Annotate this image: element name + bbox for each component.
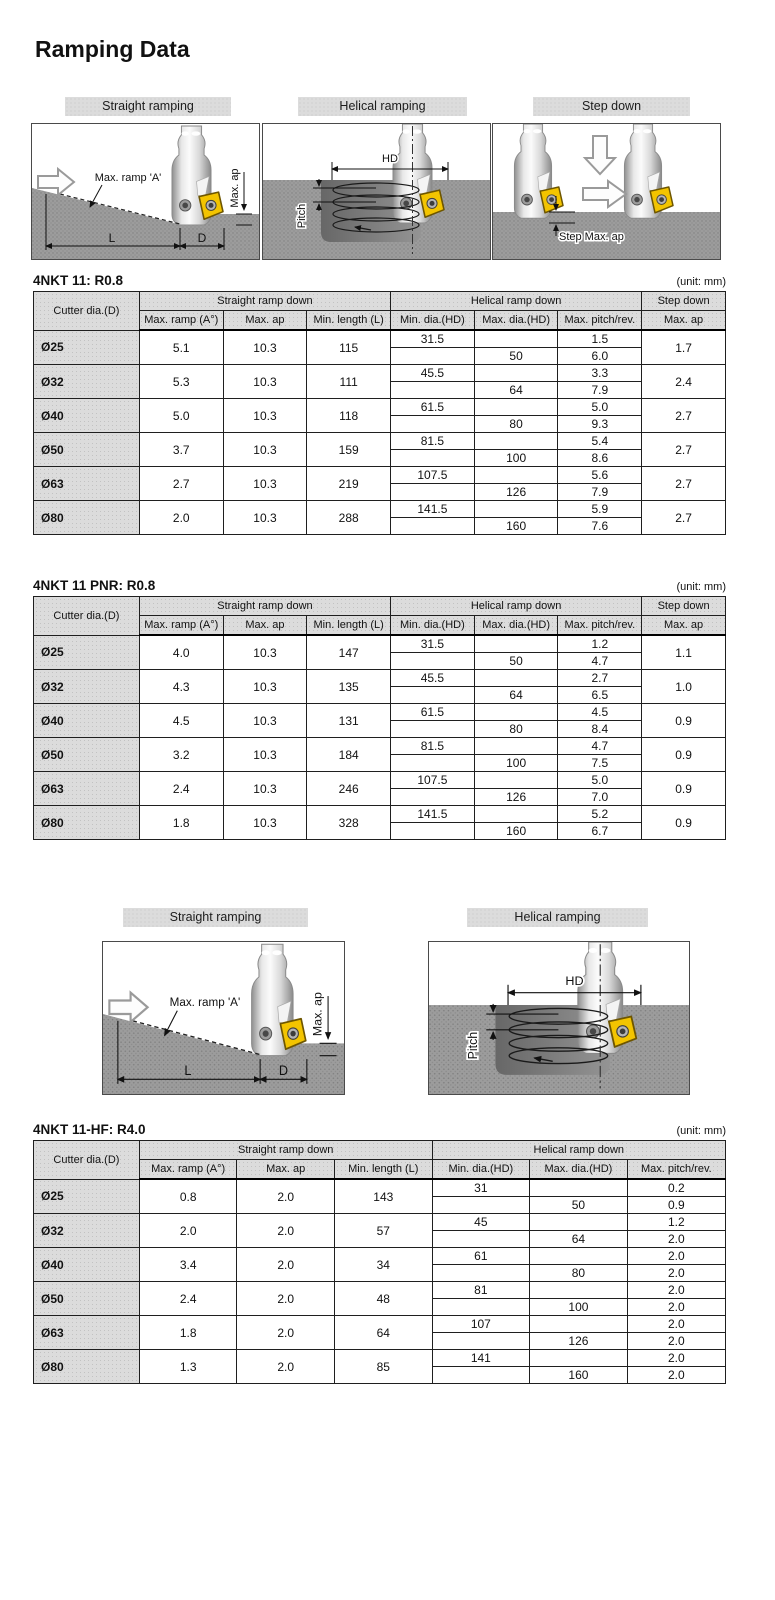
label-helical-ramping: Helical ramping bbox=[467, 908, 648, 927]
pitch-at-min-dia-value: 1.2 bbox=[558, 635, 642, 653]
header-step-max-ap: Max. ap bbox=[642, 616, 726, 636]
annotation-max-ap: Max. ap bbox=[311, 992, 325, 1037]
cutter-dia-cell: Ø63 bbox=[34, 772, 140, 806]
empty-cell bbox=[474, 772, 558, 789]
max-ap-value: 2.0 bbox=[237, 1179, 335, 1214]
max-ramp-value: 4.0 bbox=[139, 635, 223, 670]
endmill-tool-icon bbox=[252, 944, 306, 1055]
max-dia-value: 100 bbox=[474, 450, 558, 467]
pitch-at-max-dia-value: 2.0 bbox=[627, 1231, 725, 1248]
max-dia-value: 160 bbox=[474, 823, 558, 840]
max-dia-value: 50 bbox=[474, 348, 558, 365]
empty-cell bbox=[530, 1350, 628, 1367]
header-step-max-ap: Max. ap bbox=[642, 311, 726, 331]
empty-cell bbox=[391, 484, 475, 501]
max-ramp-value: 3.2 bbox=[139, 738, 223, 772]
header-step-down: Step down bbox=[642, 597, 726, 616]
step-max-ap-value: 2.7 bbox=[642, 399, 726, 433]
step-max-ap-value: 0.9 bbox=[642, 806, 726, 840]
empty-cell bbox=[474, 806, 558, 823]
cutter-dia-cell: Ø50 bbox=[34, 433, 140, 467]
min-dia-value: 141.5 bbox=[391, 501, 475, 518]
max-dia-value: 80 bbox=[530, 1265, 628, 1282]
pitch-at-min-dia-value: 5.0 bbox=[558, 399, 642, 416]
annotation-step-max-ap: Step Max. ap bbox=[559, 231, 624, 243]
table-row bbox=[34, 365, 726, 382]
empty-cell bbox=[530, 1316, 628, 1333]
step-max-ap-value: 0.9 bbox=[642, 738, 726, 772]
endmill-tool-icon bbox=[172, 126, 223, 225]
cutter-dia-cell: Ø25 bbox=[34, 1179, 140, 1214]
empty-cell bbox=[391, 416, 475, 433]
step-max-ap-value: 2.7 bbox=[642, 501, 726, 535]
header-max-ramp: Max. ramp (A°) bbox=[139, 616, 223, 636]
max-ramp-value: 5.0 bbox=[139, 399, 223, 433]
empty-cell bbox=[391, 755, 475, 772]
pitch-at-min-dia-value: 0.2 bbox=[627, 1179, 725, 1197]
annotation-pitch: Pitch bbox=[296, 203, 308, 229]
table-row bbox=[34, 501, 726, 518]
header-min-dia: Min. dia.(HD) bbox=[391, 616, 475, 636]
empty-cell bbox=[432, 1265, 530, 1282]
pitch-at-max-dia-value: 8.6 bbox=[558, 450, 642, 467]
table-row bbox=[34, 1214, 726, 1231]
empty-cell bbox=[474, 704, 558, 721]
max-ramp-value: 4.3 bbox=[139, 670, 223, 704]
min-dia-value: 81.5 bbox=[391, 738, 475, 755]
max-ramp-value: 1.8 bbox=[139, 1316, 237, 1350]
min-dia-value: 45.5 bbox=[391, 365, 475, 382]
ramping-table-4nkt11 bbox=[33, 291, 726, 535]
pitch-at-max-dia-value: 7.9 bbox=[558, 382, 642, 399]
cutter-dia-cell: Ø32 bbox=[34, 365, 140, 399]
pitch-at-max-dia-value: 8.4 bbox=[558, 721, 642, 738]
pitch-at-max-dia-value: 4.7 bbox=[558, 653, 642, 670]
unit-label: (unit: mm) bbox=[676, 1125, 726, 1137]
empty-cell bbox=[530, 1179, 628, 1197]
empty-cell bbox=[391, 789, 475, 806]
table-row bbox=[34, 635, 726, 653]
empty-cell bbox=[474, 738, 558, 755]
max-dia-value: 160 bbox=[474, 518, 558, 535]
annotation-max-ramp: Max. ramp 'A' bbox=[94, 172, 162, 184]
header-max-ramp: Max. ramp (A°) bbox=[139, 311, 223, 331]
min-length-value: 131 bbox=[307, 704, 391, 738]
max-ap-value: 10.3 bbox=[223, 330, 307, 365]
max-ramp-value: 3.4 bbox=[139, 1248, 237, 1282]
header-max-ap: Max. ap bbox=[223, 311, 307, 331]
table-title: 4NKT 11-HF: R4.0 bbox=[33, 1122, 146, 1137]
empty-cell bbox=[432, 1299, 530, 1316]
pitch-at-max-dia-value: 6.5 bbox=[558, 687, 642, 704]
max-ap-value: 10.3 bbox=[223, 433, 307, 467]
empty-cell bbox=[391, 721, 475, 738]
table-title: 4NKT 11: R0.8 bbox=[33, 273, 124, 288]
header-cutter-dia: Cutter dia.(D) bbox=[34, 1141, 140, 1180]
annotation-length: L bbox=[184, 1062, 192, 1078]
pitch-at-min-dia-value: 5.2 bbox=[558, 806, 642, 823]
max-ramp-value: 0.8 bbox=[139, 1179, 237, 1214]
header-max-dia: Max. dia.(HD) bbox=[474, 311, 558, 331]
ramping-table-4nkt11hf bbox=[33, 1140, 726, 1384]
cutter-dia-cell: Ø50 bbox=[34, 1282, 140, 1316]
pitch-at-min-dia-value: 2.0 bbox=[627, 1248, 725, 1265]
pitch-at-min-dia-value: 1.5 bbox=[558, 330, 642, 348]
header-max-pitch: Max. pitch/rev. bbox=[627, 1160, 725, 1180]
table-row bbox=[34, 772, 726, 789]
table-row bbox=[34, 433, 726, 450]
max-ap-value: 10.3 bbox=[223, 670, 307, 704]
min-dia-value: 81.5 bbox=[391, 433, 475, 450]
empty-cell bbox=[474, 635, 558, 653]
header-straight-ramp-down: Straight ramp down bbox=[139, 597, 390, 616]
min-dia-value: 141 bbox=[432, 1350, 530, 1367]
header-max-ap: Max. ap bbox=[237, 1160, 335, 1180]
max-ramp-value: 2.0 bbox=[139, 501, 223, 535]
max-ramp-value: 3.7 bbox=[139, 433, 223, 467]
annotation-pitch: Pitch bbox=[466, 1031, 481, 1060]
max-ramp-value: 5.1 bbox=[139, 330, 223, 365]
cutter-dia-cell: Ø80 bbox=[34, 501, 140, 535]
cutter-dia-cell: Ø63 bbox=[34, 1316, 140, 1350]
max-dia-value: 64 bbox=[474, 382, 558, 399]
table-title: 4NKT 11 PNR: R0.8 bbox=[33, 578, 156, 593]
min-length-value: 135 bbox=[307, 670, 391, 704]
table-row bbox=[34, 1316, 726, 1333]
diagram-helical-ramping bbox=[262, 123, 491, 260]
table-row bbox=[34, 806, 726, 823]
annotation-max-ap: Max. ap bbox=[229, 168, 241, 208]
min-length-value: 246 bbox=[307, 772, 391, 806]
min-length-value: 115 bbox=[307, 330, 391, 365]
table-row bbox=[34, 738, 726, 755]
cutter-dia-cell: Ø32 bbox=[34, 670, 140, 704]
header-helical-ramp-down: Helical ramp down bbox=[391, 597, 642, 616]
min-length-value: 48 bbox=[335, 1282, 433, 1316]
header-max-ramp: Max. ramp (A°) bbox=[139, 1160, 237, 1180]
header-step-down: Step down bbox=[642, 292, 726, 311]
max-dia-value: 126 bbox=[474, 484, 558, 501]
annotation-max-ramp: Max. ramp 'A' bbox=[169, 994, 241, 1010]
empty-cell bbox=[474, 433, 558, 450]
header-max-dia: Max. dia.(HD) bbox=[474, 616, 558, 636]
header-straight-ramp-down: Straight ramp down bbox=[139, 292, 390, 311]
endmill-tool-icon bbox=[624, 124, 673, 218]
ramp-leader-line bbox=[165, 1011, 178, 1036]
min-length-value: 111 bbox=[307, 365, 391, 399]
cutter-dia-cell: Ø40 bbox=[34, 704, 140, 738]
label-helical-ramping: Helical ramping bbox=[298, 97, 467, 116]
pitch-at-max-dia-value: 6.0 bbox=[558, 348, 642, 365]
min-length-value: 85 bbox=[335, 1350, 433, 1384]
min-dia-value: 81 bbox=[432, 1282, 530, 1299]
min-length-value: 143 bbox=[335, 1179, 433, 1214]
max-ramp-value: 1.3 bbox=[139, 1350, 237, 1384]
pitch-at-min-dia-value: 2.0 bbox=[627, 1316, 725, 1333]
header-min-length: Min. length (L) bbox=[335, 1160, 433, 1180]
max-dia-value: 100 bbox=[530, 1299, 628, 1316]
pitch-at-min-dia-value: 5.9 bbox=[558, 501, 642, 518]
min-dia-value: 45 bbox=[432, 1214, 530, 1231]
max-ramp-value: 2.0 bbox=[139, 1214, 237, 1248]
table-row bbox=[34, 1350, 726, 1367]
pitch-at-max-dia-value: 2.0 bbox=[627, 1367, 725, 1384]
label-straight-ramping: Straight ramping bbox=[65, 97, 231, 116]
pitch-at-max-dia-value: 2.0 bbox=[627, 1265, 725, 1282]
cutter-dia-cell: Ø25 bbox=[34, 635, 140, 670]
pitch-at-max-dia-value: 9.3 bbox=[558, 416, 642, 433]
max-ap-value: 10.3 bbox=[223, 704, 307, 738]
empty-cell bbox=[530, 1214, 628, 1231]
right-arrow-icon bbox=[583, 181, 626, 207]
pitch-at-min-dia-value: 5.6 bbox=[558, 467, 642, 484]
step-max-ap-value: 1.0 bbox=[642, 670, 726, 704]
min-dia-value: 45.5 bbox=[391, 670, 475, 687]
max-ap-value: 10.3 bbox=[223, 635, 307, 670]
pitch-at-max-dia-value: 2.0 bbox=[627, 1333, 725, 1350]
empty-cell bbox=[432, 1231, 530, 1248]
min-dia-value: 141.5 bbox=[391, 806, 475, 823]
empty-cell bbox=[474, 365, 558, 382]
max-ap-value: 10.3 bbox=[223, 365, 307, 399]
cutter-dia-cell: Ø40 bbox=[34, 399, 140, 433]
step-max-ap-value: 2.7 bbox=[642, 467, 726, 501]
max-ramp-value: 2.4 bbox=[139, 1282, 237, 1316]
max-ap-value: 10.3 bbox=[223, 806, 307, 840]
min-dia-value: 61 bbox=[432, 1248, 530, 1265]
header-max-dia: Max. dia.(HD) bbox=[530, 1160, 628, 1180]
empty-cell bbox=[474, 330, 558, 348]
table-row bbox=[34, 330, 726, 348]
empty-cell bbox=[432, 1197, 530, 1214]
annotation-diameter: D bbox=[278, 1062, 289, 1078]
table-row bbox=[34, 1179, 726, 1197]
max-ap-value: 2.0 bbox=[237, 1248, 335, 1282]
pitch-at-min-dia-value: 2.0 bbox=[627, 1282, 725, 1299]
cutter-dia-cell: Ø32 bbox=[34, 1214, 140, 1248]
table-row bbox=[34, 399, 726, 416]
min-dia-value: 107 bbox=[432, 1316, 530, 1333]
empty-cell bbox=[391, 348, 475, 365]
empty-cell bbox=[391, 518, 475, 535]
table-row bbox=[34, 670, 726, 687]
empty-cell bbox=[391, 653, 475, 670]
diagram-straight-ramping bbox=[102, 941, 345, 1095]
step-max-ap-value: 0.9 bbox=[642, 704, 726, 738]
cutter-dia-cell: Ø80 bbox=[34, 1350, 140, 1384]
annotation-length: L bbox=[108, 231, 116, 245]
min-length-value: 57 bbox=[335, 1214, 433, 1248]
max-ap-value: 2.0 bbox=[237, 1350, 335, 1384]
empty-cell bbox=[530, 1248, 628, 1265]
header-min-length: Min. length (L) bbox=[307, 616, 391, 636]
max-ap-value: 10.3 bbox=[223, 772, 307, 806]
workpiece bbox=[32, 188, 259, 259]
header-helical-ramp-down: Helical ramp down bbox=[391, 292, 642, 311]
max-dia-value: 126 bbox=[474, 789, 558, 806]
step-max-ap-value: 0.9 bbox=[642, 772, 726, 806]
max-ap-value: 10.3 bbox=[223, 399, 307, 433]
max-ramp-value: 4.5 bbox=[139, 704, 223, 738]
pitch-at-max-dia-value: 2.0 bbox=[627, 1299, 725, 1316]
table-block-4nkt11 bbox=[33, 272, 726, 535]
max-ap-value: 2.0 bbox=[237, 1316, 335, 1350]
page-title: Ramping Data bbox=[35, 36, 190, 62]
min-dia-value: 107.5 bbox=[391, 467, 475, 484]
unit-label: (unit: mm) bbox=[676, 581, 726, 593]
min-dia-value: 31.5 bbox=[391, 635, 475, 653]
empty-cell bbox=[432, 1367, 530, 1384]
pitch-at-max-dia-value: 7.0 bbox=[558, 789, 642, 806]
label-straight-ramping: Straight ramping bbox=[123, 908, 308, 927]
max-dia-value: 160 bbox=[530, 1367, 628, 1384]
max-dia-value: 100 bbox=[474, 755, 558, 772]
workpiece bbox=[103, 1014, 344, 1094]
empty-cell bbox=[432, 1333, 530, 1350]
table-block-4nkt11pnr bbox=[33, 577, 726, 840]
pitch-at-max-dia-value: 7.6 bbox=[558, 518, 642, 535]
min-length-value: 288 bbox=[307, 501, 391, 535]
empty-cell bbox=[391, 687, 475, 704]
header-max-pitch: Max. pitch/rev. bbox=[558, 311, 642, 331]
header-max-pitch: Max. pitch/rev. bbox=[558, 616, 642, 636]
max-dia-value: 80 bbox=[474, 721, 558, 738]
ramp-leader-line bbox=[90, 185, 102, 207]
cutter-dia-cell: Ø63 bbox=[34, 467, 140, 501]
pitch-at-min-dia-value: 4.7 bbox=[558, 738, 642, 755]
min-length-value: 184 bbox=[307, 738, 391, 772]
step-max-ap-value: 1.1 bbox=[642, 635, 726, 670]
annotation-hd: HD bbox=[565, 973, 584, 988]
min-dia-value: 31.5 bbox=[391, 330, 475, 348]
max-ramp-value: 1.8 bbox=[139, 806, 223, 840]
table-row bbox=[34, 467, 726, 484]
table-block-4nkt11hf bbox=[33, 1121, 726, 1384]
pitch-at-min-dia-value: 2.7 bbox=[558, 670, 642, 687]
pitch-at-min-dia-value: 4.5 bbox=[558, 704, 642, 721]
min-length-value: 219 bbox=[307, 467, 391, 501]
pitch-at-min-dia-value: 5.0 bbox=[558, 772, 642, 789]
pitch-at-max-dia-value: 7.5 bbox=[558, 755, 642, 772]
min-dia-value: 61.5 bbox=[391, 399, 475, 416]
max-ap-value: 2.0 bbox=[237, 1282, 335, 1316]
pitch-at-min-dia-value: 3.3 bbox=[558, 365, 642, 382]
max-dia-value: 50 bbox=[530, 1197, 628, 1214]
max-dia-value: 80 bbox=[474, 416, 558, 433]
empty-cell bbox=[474, 501, 558, 518]
diagram-straight-ramping bbox=[31, 123, 260, 260]
min-length-value: 64 bbox=[335, 1316, 433, 1350]
header-cutter-dia: Cutter dia.(D) bbox=[34, 292, 140, 331]
pitch-at-max-dia-value: 6.7 bbox=[558, 823, 642, 840]
empty-cell bbox=[530, 1282, 628, 1299]
empty-cell bbox=[474, 399, 558, 416]
pitch-at-min-dia-value: 5.4 bbox=[558, 433, 642, 450]
annotation-hd: HD bbox=[382, 153, 398, 165]
ramping-table-4nkt11pnr bbox=[33, 596, 726, 840]
step-max-ap-value: 2.7 bbox=[642, 433, 726, 467]
pitch-at-min-dia-value: 2.0 bbox=[627, 1350, 725, 1367]
pitch-at-max-dia-value: 0.9 bbox=[627, 1197, 725, 1214]
max-ap-value: 10.3 bbox=[223, 501, 307, 535]
pitch-at-min-dia-value: 1.2 bbox=[627, 1214, 725, 1231]
max-ramp-value: 2.7 bbox=[139, 467, 223, 501]
cutter-dia-cell: Ø40 bbox=[34, 1248, 140, 1282]
label-step-down: Step down bbox=[533, 97, 690, 116]
max-ramp-value: 5.3 bbox=[139, 365, 223, 399]
unit-label: (unit: mm) bbox=[676, 276, 726, 288]
step-max-ap-value: 2.4 bbox=[642, 365, 726, 399]
annotation-diameter: D bbox=[197, 231, 207, 245]
header-cutter-dia: Cutter dia.(D) bbox=[34, 597, 140, 636]
header-max-ap: Max. ap bbox=[223, 616, 307, 636]
header-min-length: Min. length (L) bbox=[307, 311, 391, 331]
min-dia-value: 31 bbox=[432, 1179, 530, 1197]
min-length-value: 118 bbox=[307, 399, 391, 433]
diagram-step-down bbox=[492, 123, 721, 260]
down-arrow-icon bbox=[585, 136, 615, 174]
max-ap-value: 10.3 bbox=[223, 738, 307, 772]
min-dia-value: 107.5 bbox=[391, 772, 475, 789]
header-min-dia: Min. dia.(HD) bbox=[432, 1160, 530, 1180]
table-row bbox=[34, 1282, 726, 1299]
diagram-helical-ramping bbox=[428, 941, 690, 1095]
header-straight-ramp-down: Straight ramp down bbox=[139, 1141, 432, 1160]
min-length-value: 328 bbox=[307, 806, 391, 840]
min-length-value: 147 bbox=[307, 635, 391, 670]
max-dia-value: 126 bbox=[530, 1333, 628, 1350]
min-length-value: 159 bbox=[307, 433, 391, 467]
empty-cell bbox=[391, 450, 475, 467]
min-length-value: 34 bbox=[335, 1248, 433, 1282]
table-row bbox=[34, 1248, 726, 1265]
pitch-at-max-dia-value: 7.9 bbox=[558, 484, 642, 501]
header-helical-ramp-down: Helical ramp down bbox=[432, 1141, 725, 1160]
empty-cell bbox=[391, 382, 475, 399]
empty-cell bbox=[474, 467, 558, 484]
max-ramp-value: 2.4 bbox=[139, 772, 223, 806]
max-dia-value: 64 bbox=[474, 687, 558, 704]
max-ap-value: 10.3 bbox=[223, 467, 307, 501]
empty-cell bbox=[474, 670, 558, 687]
header-min-dia: Min. dia.(HD) bbox=[391, 311, 475, 331]
cutter-dia-cell: Ø25 bbox=[34, 330, 140, 365]
empty-cell bbox=[391, 823, 475, 840]
step-max-ap-value: 1.7 bbox=[642, 330, 726, 365]
max-dia-value: 64 bbox=[530, 1231, 628, 1248]
cutter-dia-cell: Ø80 bbox=[34, 806, 140, 840]
max-dia-value: 50 bbox=[474, 653, 558, 670]
cutter-dia-cell: Ø50 bbox=[34, 738, 140, 772]
min-dia-value: 61.5 bbox=[391, 704, 475, 721]
table-row bbox=[34, 704, 726, 721]
max-ap-value: 2.0 bbox=[237, 1214, 335, 1248]
